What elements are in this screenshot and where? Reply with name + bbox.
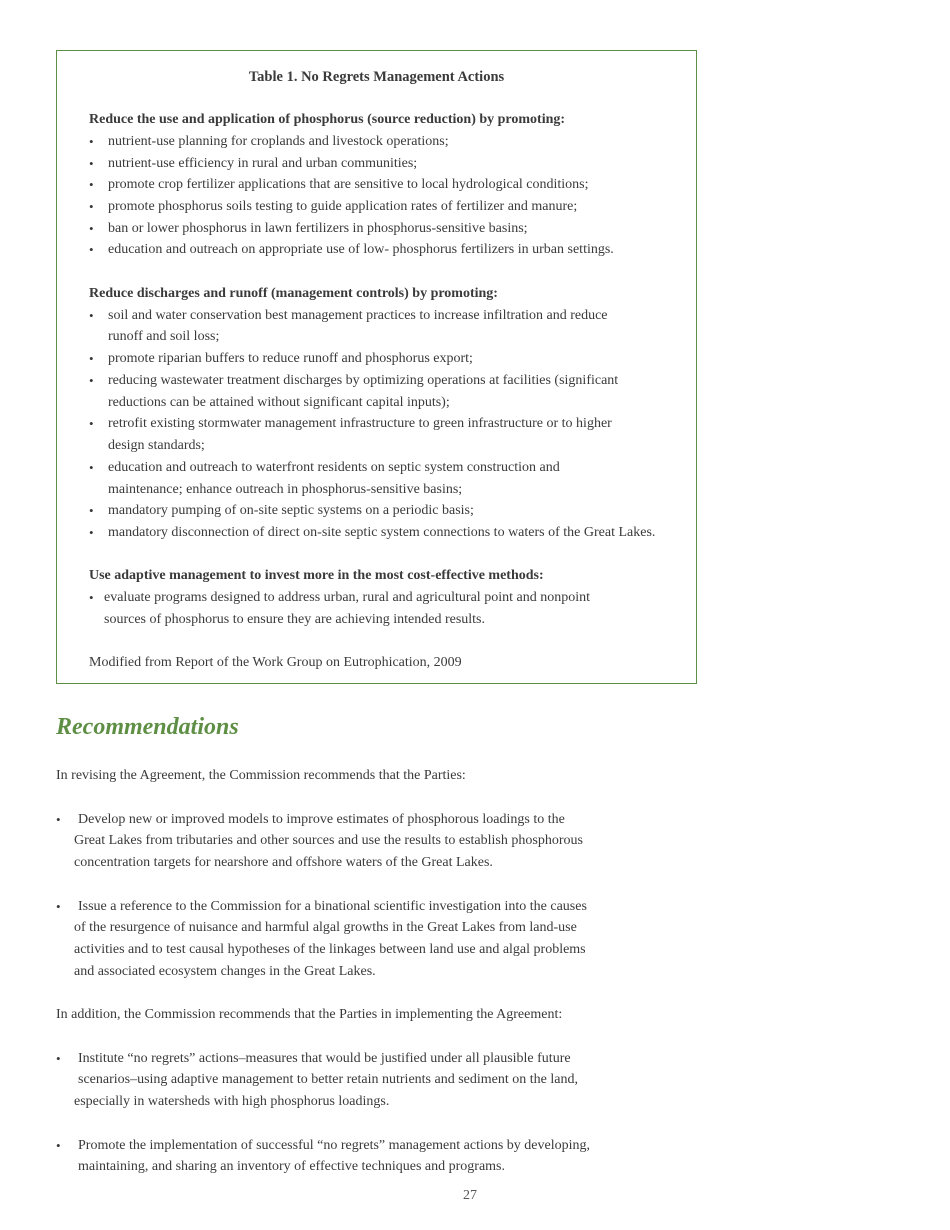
management-controls-item: education and outreach to waterfront residents on septic system construction and bbox=[108, 460, 560, 475]
implementing-item-cont: scenarios–using adaptive management to better retain nutrients and sediment on the land, bbox=[78, 1072, 578, 1087]
recommendation-item-cont: Great Lakes from tributaries and other sources and use the results to establish phosphorous bbox=[74, 833, 583, 848]
implementing-item: Promote the implementation of successful “no regrets” management actions by developing, bbox=[78, 1138, 591, 1153]
management-controls-item: retrofit existing stormwater management infrastructure to green infrastructure or to higher bbox=[108, 416, 612, 431]
adaptive-management-heading: Use adaptive management to invest more in the most cost-effective methods: bbox=[89, 568, 544, 583]
recommendation-item-cont: activities and to test causal hypotheses of the linkages between land use and algal problems bbox=[74, 942, 586, 957]
bullet: • bbox=[89, 525, 94, 540]
source-reduction-item: promote crop fertilizer applications that are sensitive to local hydrological conditions; bbox=[108, 177, 589, 192]
source-reduction-item: promote phosphorus soils testing to guide application rates of fertilizer and manure; bbox=[108, 199, 578, 214]
recommendation-item: Issue a reference to the Commission for a binational scientific investigation into the causes bbox=[78, 899, 587, 914]
management-controls-item-cont: runoff and soil loss; bbox=[108, 329, 220, 344]
addition-intro: In addition, the Commission recommends that the Parties in implementing the Agreement: bbox=[56, 1007, 563, 1022]
implementing-item-cont: especially in watersheds with high phosphorus loadings. bbox=[74, 1094, 390, 1109]
bullet: • bbox=[89, 373, 94, 388]
recommendation-item-cont: of the resurgence of nuisance and harmful algal growths in the Great Lakes from land-use bbox=[74, 920, 577, 935]
bullet: • bbox=[89, 308, 94, 323]
management-controls-item: mandatory pumping of on-site septic systems on a periodic basis; bbox=[108, 503, 474, 518]
management-controls-heading: Reduce discharges and runoff (management controls) by promoting: bbox=[89, 286, 498, 301]
recommendations-heading: Recommendations bbox=[56, 714, 239, 740]
source-reduction-item: nutrient-use efficiency in rural and urban communities; bbox=[108, 156, 418, 171]
table-title: Table 1. No Regrets Management Actions bbox=[248, 69, 505, 85]
bullet: • bbox=[89, 156, 94, 171]
bullet: • bbox=[89, 460, 94, 475]
recommendation-item: Develop new or improved models to improve estimates of phosphorous loadings to the bbox=[78, 812, 565, 827]
management-controls-item-cont: maintenance; enhance outreach in phosphorus-sensitive basins; bbox=[108, 482, 463, 497]
management-controls-item: promote riparian buffers to reduce runoff and phosphorus export; bbox=[108, 351, 473, 366]
source-reduction-item: nutrient-use planning for croplands and livestock operations; bbox=[108, 134, 449, 149]
management-controls-item-cont: reductions can be attained without significant capital inputs); bbox=[108, 395, 450, 410]
management-controls-item-cont: design standards; bbox=[108, 438, 205, 453]
source-reduction-item: education and outreach on appropriate use of low- phosphorus fertilizers in urban settings. bbox=[108, 242, 614, 257]
bullet: • bbox=[89, 177, 94, 192]
implementing-item: Institute “no regrets” actions–measures that would be justified under all plausible future bbox=[78, 1051, 571, 1066]
bullet: • bbox=[89, 134, 94, 149]
bullet: • bbox=[56, 899, 61, 914]
implementing-item-cont: maintaining, and sharing an inventory of effective techniques and programs. bbox=[78, 1159, 505, 1174]
bullet: • bbox=[56, 1051, 61, 1066]
page-number: 27 bbox=[463, 1188, 477, 1203]
table-source-note: Modified from Report of the Work Group on Eutrophication, 2009 bbox=[89, 655, 462, 670]
bullet: • bbox=[89, 590, 94, 605]
source-reduction-item: ban or lower phosphorus in lawn fertilizers in phosphorus-sensitive basins; bbox=[108, 221, 528, 236]
bullet: • bbox=[89, 503, 94, 518]
recommendation-item-cont: concentration targets for nearshore and offshore waters of the Great Lakes. bbox=[74, 855, 493, 870]
bullet: • bbox=[89, 199, 94, 214]
adaptive-management-item: evaluate programs designed to address urban, rural and agricultural point and nonpoint bbox=[104, 590, 590, 605]
management-controls-item: soil and water conservation best management practices to increase infiltration and reduce bbox=[108, 308, 608, 323]
recommendations-intro: In revising the Agreement, the Commission recommends that the Parties: bbox=[56, 768, 466, 783]
bullet: • bbox=[89, 221, 94, 236]
table-1-box bbox=[56, 50, 697, 684]
adaptive-management-item-cont: sources of phosphorus to ensure they are achieving intended results. bbox=[104, 612, 486, 627]
management-controls-item: mandatory disconnection of direct on-site septic system connections to waters of the Great Lakes. bbox=[108, 525, 656, 540]
recommendation-item-cont: and associated ecosystem changes in the Great Lakes. bbox=[74, 964, 376, 979]
bullet: • bbox=[56, 812, 61, 827]
bullet: • bbox=[89, 242, 94, 257]
bullet: • bbox=[89, 416, 94, 431]
management-controls-item: reducing wastewater treatment discharges by optimizing operations at facilities (significant bbox=[108, 373, 619, 388]
bullet: • bbox=[56, 1138, 61, 1153]
source-reduction-heading: Reduce the use and application of phosphorus (source reduction) by promoting: bbox=[89, 112, 566, 127]
bullet: • bbox=[89, 351, 94, 366]
